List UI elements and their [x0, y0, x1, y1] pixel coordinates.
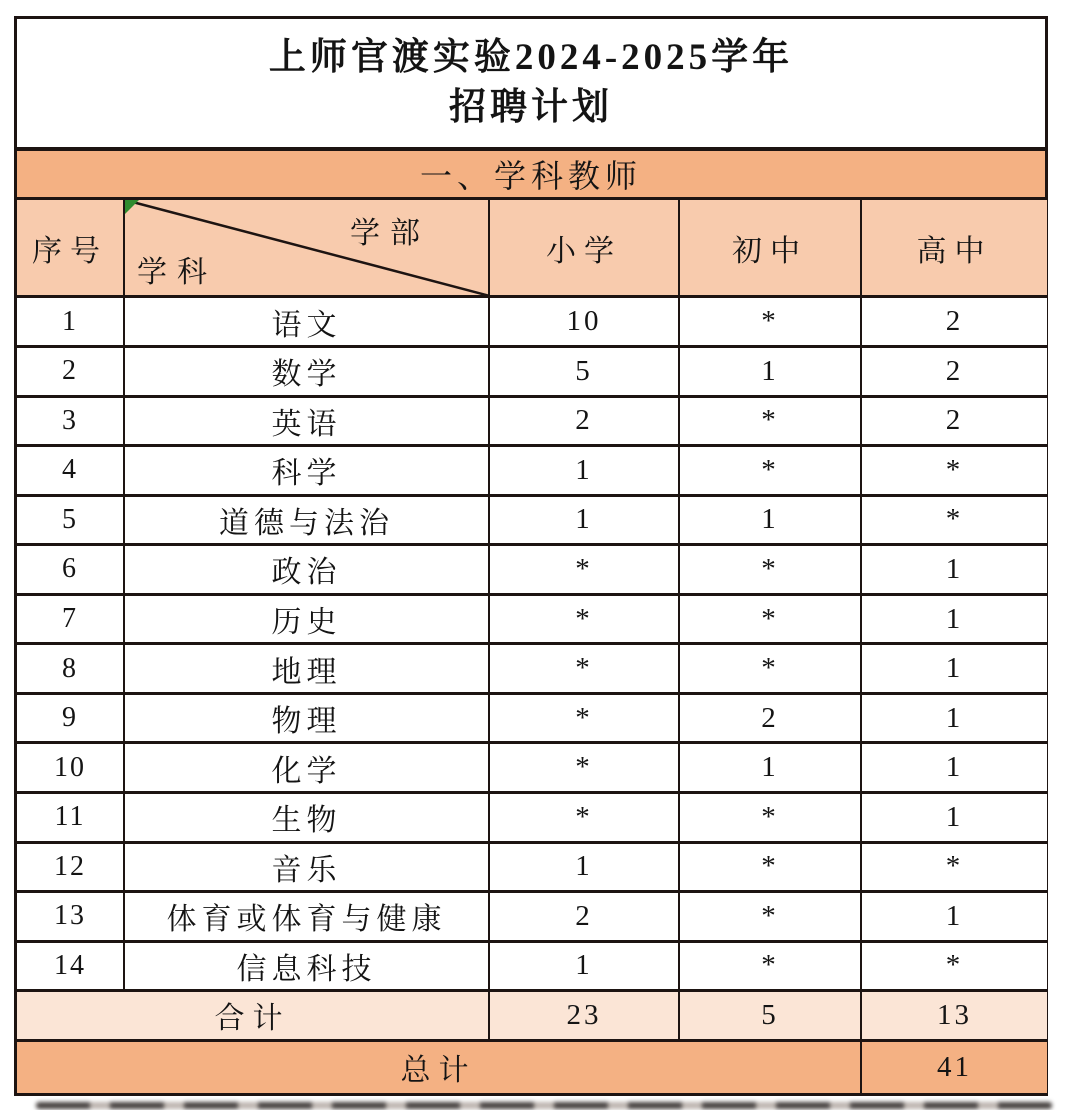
subject-cell: 政治 — [124, 545, 489, 595]
subject-cell: 数学 — [124, 347, 489, 397]
senior-count-cell: 2 — [861, 396, 1047, 446]
table-row — [17, 396, 1047, 446]
primary-count-cell: * — [489, 545, 679, 595]
subject-cell: 历史 — [124, 594, 489, 644]
table-row — [17, 594, 1047, 644]
primary-count-cell: 1 — [489, 495, 679, 545]
junior-count-cell: * — [679, 941, 861, 991]
senior-count-cell: 1 — [861, 743, 1047, 793]
senior-count-cell: 1 — [861, 693, 1047, 743]
serial-cell: 3 — [17, 396, 124, 446]
section-band — [17, 147, 1045, 200]
recruitment-table — [17, 200, 1047, 1093]
serial-cell: 9 — [17, 693, 124, 743]
junior-count-cell: 1 — [679, 495, 861, 545]
serial-cell: 14 — [17, 941, 124, 991]
serial-cell: 11 — [17, 792, 124, 842]
junior-count-cell: * — [679, 396, 861, 446]
table-row — [17, 545, 1047, 595]
subtotal-senior: 13 — [861, 991, 1047, 1041]
senior-count-cell: * — [861, 842, 1047, 892]
junior-count-cell: * — [679, 842, 861, 892]
subject-cell: 化学 — [124, 743, 489, 793]
table-row — [17, 446, 1047, 496]
primary-count-cell: * — [489, 743, 679, 793]
primary-count-cell: 1 — [489, 941, 679, 991]
senior-count-cell: 1 — [861, 594, 1047, 644]
serial-cell: 13 — [17, 892, 124, 942]
senior-count-cell: 1 — [861, 644, 1047, 694]
serial-cell: 4 — [17, 446, 124, 496]
subtotal-junior: 5 — [679, 991, 861, 1041]
primary-count-cell: 2 — [489, 396, 679, 446]
serial-cell: 1 — [17, 297, 124, 347]
table-row — [17, 644, 1047, 694]
serial-cell: 8 — [17, 644, 124, 694]
junior-count-cell: * — [679, 446, 861, 496]
subtotal-label: 合计 — [17, 991, 489, 1041]
primary-count-cell: * — [489, 792, 679, 842]
senior-count-cell: * — [861, 941, 1047, 991]
table-wrap — [17, 200, 1045, 1093]
primary-count-cell: 5 — [489, 347, 679, 397]
subject-cell: 英语 — [124, 396, 489, 446]
subject-cell: 道德与法治 — [124, 495, 489, 545]
document-title — [17, 19, 1045, 147]
serial-cell: 5 — [17, 495, 124, 545]
primary-count-cell: 1 — [489, 842, 679, 892]
header-row — [17, 200, 1047, 297]
senior-count-cell: 2 — [861, 347, 1047, 397]
diagonal-bottom-label: 学科 — [137, 256, 217, 290]
table-row — [17, 495, 1047, 545]
serial-cell: 6 — [17, 545, 124, 595]
corner-serial-label: 序号 — [17, 200, 124, 297]
junior-count-cell: * — [679, 792, 861, 842]
senior-count-cell: 2 — [861, 297, 1047, 347]
section-heading: 一、学科教师 — [419, 158, 642, 194]
junior-count-cell: 1 — [679, 347, 861, 397]
table-row — [17, 792, 1047, 842]
serial-cell: 2 — [17, 347, 124, 397]
subject-cell: 生物 — [124, 792, 489, 842]
junior-count-cell: 1 — [679, 743, 861, 793]
subtotal-row — [17, 991, 1047, 1041]
senior-count-cell: 1 — [861, 545, 1047, 595]
primary-count-cell: * — [489, 594, 679, 644]
senior-count-cell: 1 — [861, 792, 1047, 842]
total-value: 41 — [861, 1040, 1047, 1093]
diagonal-top-label: 学部 — [350, 217, 430, 250]
junior-count-cell: * — [679, 892, 861, 942]
recruitment-plan-sheet — [14, 16, 1048, 1096]
subject-cell: 信息科技 — [124, 941, 489, 991]
junior-count-cell: * — [679, 644, 861, 694]
primary-count-cell: * — [489, 644, 679, 694]
corner-diagonal-cell — [124, 200, 489, 297]
table-row — [17, 743, 1047, 793]
total-label: 总计 — [17, 1040, 861, 1093]
table-row — [17, 941, 1047, 991]
primary-count-cell: * — [489, 693, 679, 743]
column-header-senior: 高中 — [861, 200, 1047, 297]
table-row — [17, 297, 1047, 347]
subject-cell: 科学 — [124, 446, 489, 496]
primary-count-cell: 1 — [489, 446, 679, 496]
subject-cell: 音乐 — [124, 842, 489, 892]
senior-count-cell: * — [861, 446, 1047, 496]
total-row — [17, 1040, 1047, 1093]
title-line-2: 招聘计划 — [449, 87, 613, 128]
column-header-junior: 初中 — [679, 200, 861, 297]
junior-count-cell: * — [679, 594, 861, 644]
serial-cell: 12 — [17, 842, 124, 892]
subject-cell: 地理 — [124, 644, 489, 694]
column-header-primary: 小学 — [489, 200, 679, 297]
table-row — [17, 892, 1047, 942]
table-row — [17, 347, 1047, 397]
table-row — [17, 693, 1047, 743]
serial-cell: 7 — [17, 594, 124, 644]
table-row — [17, 842, 1047, 892]
junior-count-cell: * — [679, 297, 861, 347]
primary-count-cell: 10 — [489, 297, 679, 347]
subject-cell: 物理 — [124, 693, 489, 743]
senior-count-cell: 1 — [861, 892, 1047, 942]
bottom-cutoff-strip — [36, 1102, 1052, 1109]
subject-cell: 语文 — [124, 297, 489, 347]
serial-cell: 10 — [17, 743, 124, 793]
subject-cell: 体育或体育与健康 — [124, 892, 489, 942]
primary-count-cell: 2 — [489, 892, 679, 942]
subtotal-primary: 23 — [489, 991, 679, 1041]
junior-count-cell: 2 — [679, 693, 861, 743]
corner-marker-triangle — [125, 200, 139, 214]
junior-count-cell: * — [679, 545, 861, 595]
senior-count-cell: * — [861, 495, 1047, 545]
title-line-1: 上师官渡实验2024-2025学年 — [268, 36, 794, 78]
